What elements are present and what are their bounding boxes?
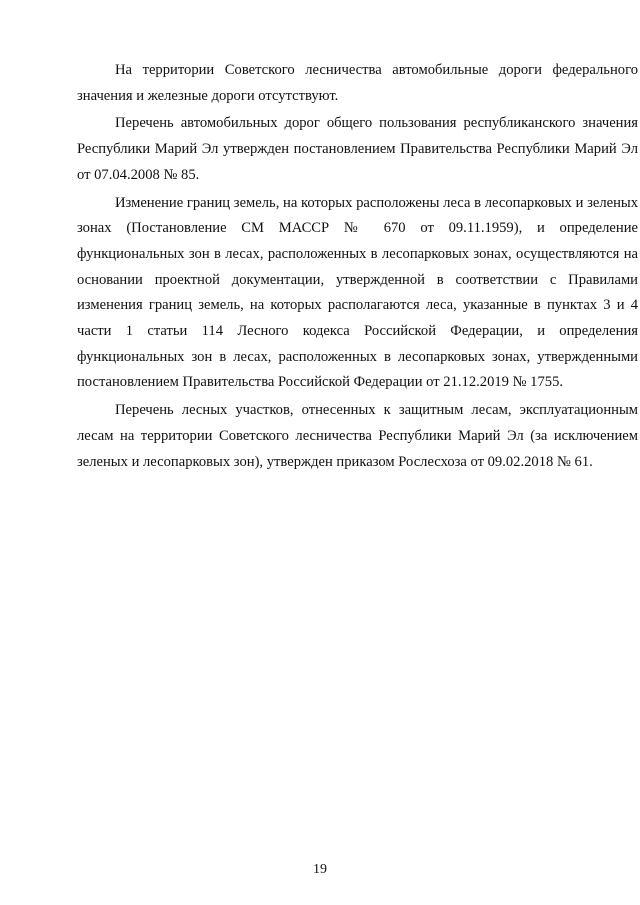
paragraph-protective-forests: Перечень лесных участков, отнесенных к защитным лесам, эксплуатационным лесам на территории Советского лесничества Республики Марий Эл (за исключением зеленых и лесопарковых зон), утвержден приказом Рослесхоза от 09.02.2018 № 61. xyxy=(77,402,638,470)
page-number: 19 xyxy=(313,862,327,877)
paragraph-republican-roads: Перечень автомобильных дорог общего пользования республиканского значения Республики Марий Эл утвержден постановлением Правительства Республики Марий Эл от 07.04.2008 № 85. xyxy=(77,115,638,183)
paragraph-roads-absent: На территории Советского лесничества автомобильные дороги федерального значения и железные дороги отсутствуют. xyxy=(77,62,638,104)
document-body xyxy=(77,58,638,477)
paragraph-boundary-changes: Изменение границ земель, на которых расположены леса в лесопарковых и зеленых зонах (Постановление СМ МАССР № 670 от 09.11.1959), и определение функциональных зон в лесах, расположенных в лесопарковых зонах, осуществляются на основании проектной документации, утвержденной в соответствии с Правилами изменения границ земель, на которых располагаются леса, указанные в пунктах 3 и 4 части 1 статьи 114 Лесного кодекса Российской Федерации, и определения функциональных зон в лесах, расположенных в лесопарковых зонах, утвержденными постановлением Правительства Российской Федерации от 21.12.2019 № 1755. xyxy=(77,194,638,391)
